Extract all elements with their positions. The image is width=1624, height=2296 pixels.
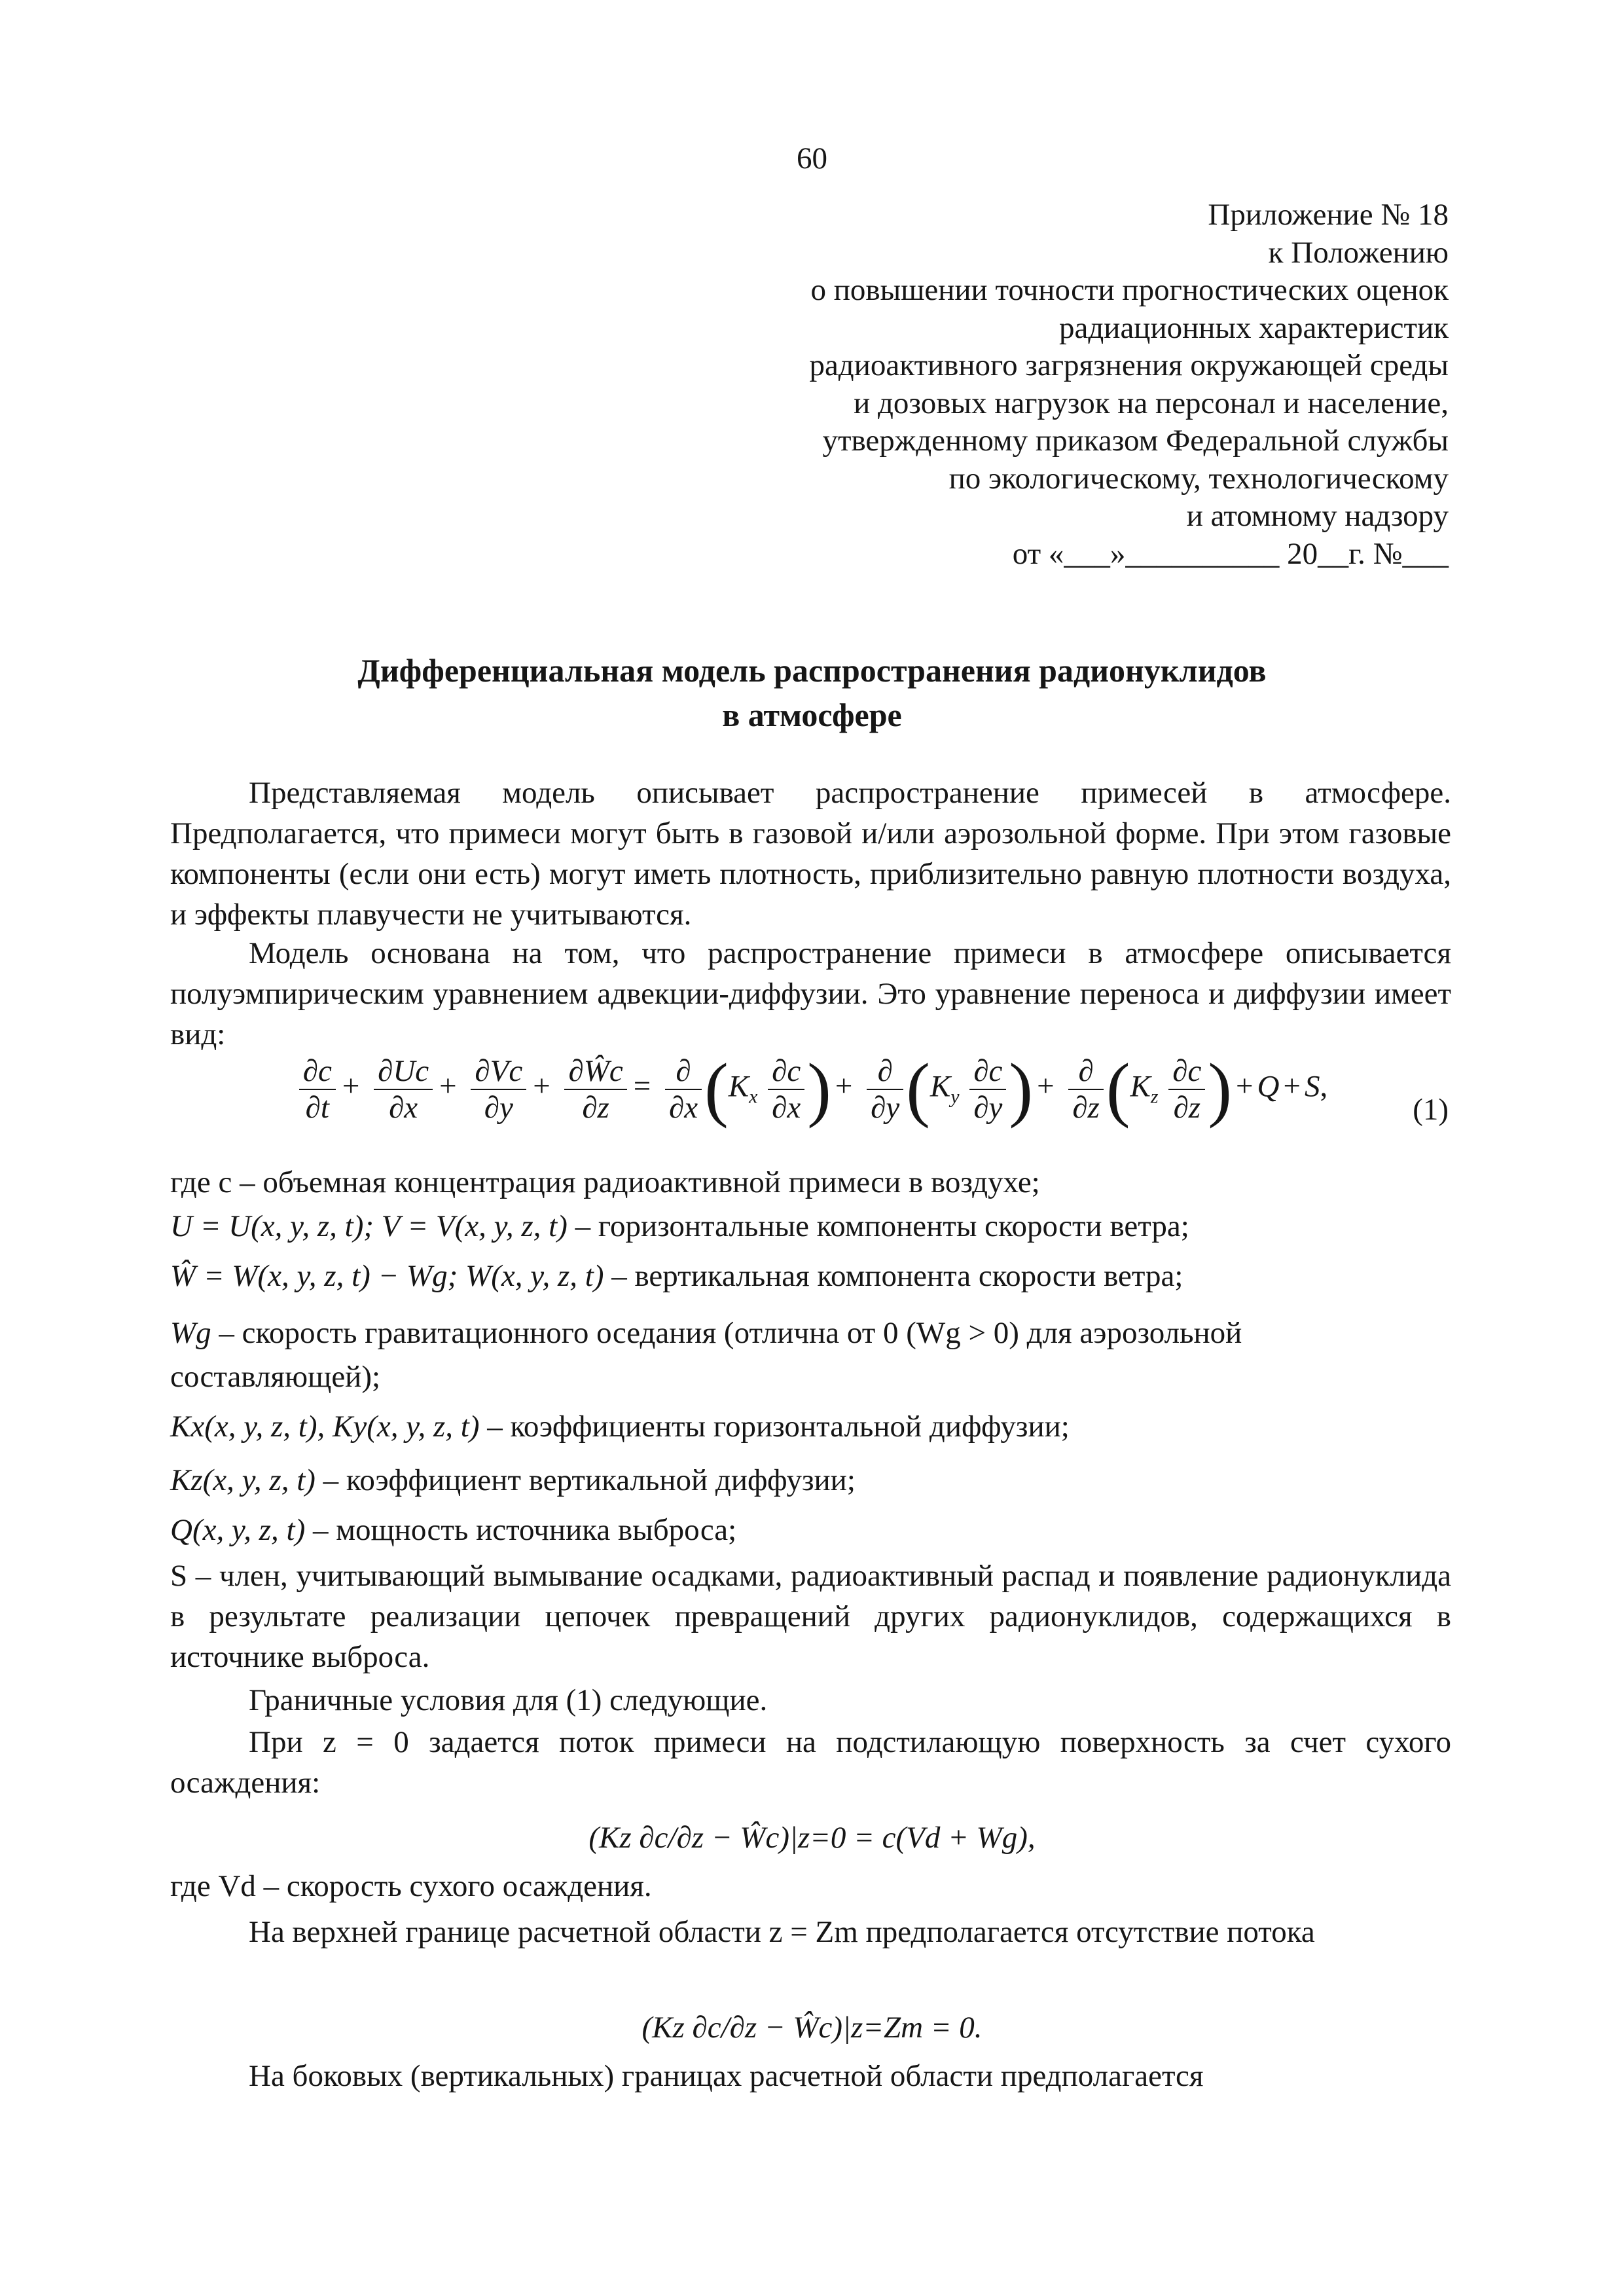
text-w: – вертикальная компонента скорости ветра; [604, 1259, 1183, 1293]
math-wg: Wg [170, 1316, 211, 1350]
text-q: – мощность источника выброса; [305, 1513, 737, 1547]
definition-s: S – член, учитывающий вымывание осадками, радиоактивный распад и появление радионуклида в результате реализации цепочек превращений других радионуклидов, содержащихся в источнике выброса. [170, 1559, 1451, 1674]
boundary-formula-1: (Kz ∂c/∂z − Ŵc)|z=0 = c(Vd + Wg), [588, 1821, 1036, 1855]
appendix-line: по экологическому, технологическому [948, 461, 1449, 496]
definition-w [170, 1256, 1451, 1296]
appendix-line: радиационных характеристик [1059, 310, 1449, 345]
boundary-intro: Граничные условия для (1) следующие. [249, 1683, 768, 1717]
math-kxy: Kx(x, y, z, t), Ky(x, y, z, t) [170, 1410, 480, 1444]
paragraph-intro: Представляемая модель описывает распространение примесей в атмосфере. Предполагается, что примеси могут быть в газовой и/или аэрозольной форме. При этом газовые компоненты (если они есть) могут иметь плотность, приблизительно равную плотности воздуха, и эффекты плавучести не учитываются. [170, 776, 1451, 932]
appendix-header [598, 196, 1449, 573]
appendix-line: к Положению [1268, 235, 1449, 270]
paragraph-model: Модель основана на том, что распространение примеси в атмосфере описывается полуэмпирическим уравнением адвекции-диффузии. Это уравнение переноса и диффузии имеет вид: [170, 936, 1451, 1051]
appendix-line: о повышении точности прогностических оценок [810, 273, 1449, 307]
boundary-condition-2: На верхней границе расчетной области z = Zm предполагается отсутствие потока [249, 1915, 1315, 1949]
paragraph-lateral: На боковых (вертикальных) границах расчетной области предполагается [249, 2059, 1204, 2093]
vd-definition: где Vd – скорость сухого осаждения. [170, 1869, 652, 1903]
appendix-line: и дозовых нагрузок на персонал и население, [854, 386, 1449, 420]
math-kz: Kz(x, y, z, t) [170, 1463, 316, 1497]
title-line: в атмосфере [722, 697, 902, 733]
math-q: Q(x, y, z, t) [170, 1513, 306, 1547]
appendix-line: Приложение № 18 [1208, 198, 1449, 232]
equation-number: (1) [1413, 1093, 1449, 1127]
page-number: 60 [797, 141, 827, 175]
text-uv: – горизонтальные компоненты скорости ветра; [567, 1209, 1189, 1243]
definition-uv [170, 1206, 1451, 1247]
text-wg: – скорость гравитационного оседания (отлична от 0 (Wg > 0) для аэрозольной [211, 1316, 1242, 1350]
definition-kxy [170, 1406, 1451, 1447]
appendix-line: утвержденному приказом Федеральной службы [822, 424, 1449, 458]
definition-wg-cont: составляющей); [170, 1360, 381, 1394]
appendix-line: радиоактивного загрязнения окружающей среды [809, 348, 1449, 382]
boundary-formula-2: (Kz ∂c/∂z − Ŵc)|z=Zm = 0. [641, 2011, 983, 2045]
appendix-line: и атомному надзору [1186, 499, 1449, 533]
text-kz: – коэффициент вертикальной диффузии; [315, 1463, 856, 1497]
definition-q [170, 1510, 1451, 1550]
definition-wg [170, 1313, 1451, 1353]
definition-kz [170, 1460, 1451, 1501]
title-line: Дифференциальная модель распространения радионуклидов [357, 652, 1267, 689]
math-uv: U = U(x, y, z, t); V = V(x, y, z, t) [170, 1209, 568, 1243]
document-title [0, 648, 1624, 737]
appendix-line: от «___»__________ 20__г. №___ [1012, 536, 1449, 571]
boundary-condition-1: При z = 0 задается поток примеси на подстилающую поверхность за счет сухого осаждения: [170, 1725, 1451, 1800]
equation-1: $\frac{\partial c}{\partial t}$ + $\frac{\partial Uc}{\partial x}$ + $\frac{\partial Vc}{\partial y}$ + $\frac{\partial Ŵc}{\partial z}$ = $\frac{\partial}{\partial x}$ ($K_x$ $\frac{\partial c}{\partial x}$ ) + $\frac{\partial}{\partial y}$ ($K_y$ $\frac{\partial c}{\partial y}$ ) + $\frac{\partial}{\partial z}$ ($K_z$ $\frac{\partial c}{\partial z}$ ) + Q + S, [0, 1048, 1624, 1131]
math-w: Ŵ = W(x, y, z, t) − Wg; W(x, y, z, t) [170, 1259, 604, 1293]
definition-c: где c – объемная концентрация радиоактивной примеси в воздухе; [170, 1165, 1040, 1199]
text-kxy: – коэффициенты горизонтальной диффузии; [479, 1410, 1070, 1444]
